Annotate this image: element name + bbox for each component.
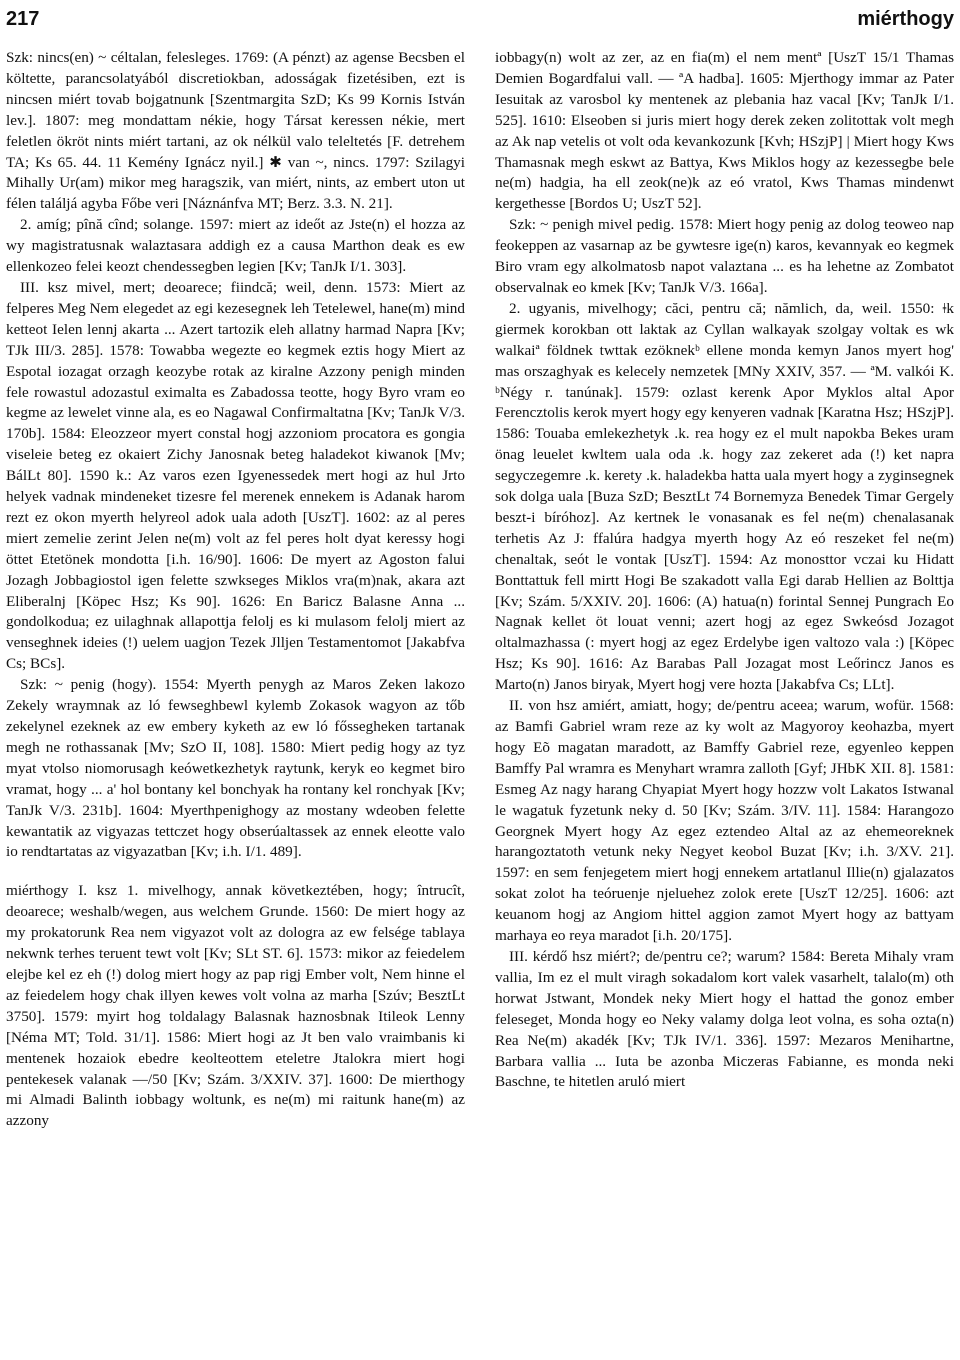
entry-paragraph: 2. amíg; pînă cînd; solange. 1597: miert az ideőt az Jste(n) el hozza az wy magistratusnak walaztasara addigh ez a causa Marthon deak es ew ellenkozeo felei keozt chendessegben legien [Kv; TanJk I/1. 303]. (6, 216, 465, 276)
entry-paragraph: Szk: ~ penig (hogy). 1554: Myerth penygh az Maros Zeken lakozo Zekely wraymnak az ló fewseghbewl kylemb Zokasok wagyon az tőb zekelynel ezeknek az ew embery kyketh az ew ló főssegheken tartanak megh ne rothassanak [Mv; SzO II, 108]. 1580: Miert pedig hogy az tyz myat vtolso niomorusagh keówetkezhetyk raytunk, keryk eo kegmet biro vramat, hogy ... a' hol bontany kel bonchyak ha rontany kel ronchyak [Kv; TanJk V/3. 231b]. 1604: Myerthpenighogy az mostany wdeoben felette kewantatik az vigyazas tettczet hogy obserúaltassek az ennek eleotte valo io rendtartatas az vigyazatban [Kv; i.h. I/1. 489]. (6, 676, 465, 861)
entry-paragraph: miérthogy I. ksz 1. mivelhogy, annak következtében, hogy; întrucît, deoarece; weshalb/wegen, aus welchem Grunde. 1560: De miert hogy az my prokatorunk Rea nem vigyazot volt az dologra az ew felsége tablaya nekwnk terhes teruent tewt volt [Kv; SLt ST. 6]. 1573: mikor az feiedelem elejbe kel ez eh (!) dolog miert hogy az pap rigj Ember volt, Nem hinne el az feiedelem hogy chak illyen kewes volt volna az marha [Szúv; BesztLt 3750]. 1579: myirt hog toldalagy Balasnak haznosbnak Itileok Lenny [Néma MT; Told. 31/1]. 1586: Miert hogi az Jt ben valo vraimbanis ki mentenek hozaiok ebedre keolteottem eteletre Jtalokra miert hogi pentekesek valanak —/50 [Kv; Szám. 3/XXIV. 37]. 1600: De mierthogy mi Almadi Balinth iobbagy woltunk, es ne(m) mi raitunk hane(m) az azzony (6, 882, 465, 1130)
page-header (6, 4, 954, 34)
entry-paragraph: 2. ugyanis, mivelhogy; căci, pentru că; nămlich, da, weil. 1550: ǂk giermek korokban ott laktak az Cyllan walkayak szolgay voltak es wk walkaiª földnek twttak ezöknekᵇ ellene monda kemyn Janos myert hog' mas orszaghyak es kelecely nemzetek [MNy XXIV, 357. — ªM. valkói K. ᵇNégy r. tanúnak]. 1579: ozlast kerenk Apor Myklos altal Apor Ferencztolis kerok myert hogy egy kenyeren vadnak [Karatna Hsz; HSzjP]. 1586: Touaba emlekezhetyk .k. rea hogy ez el mult napokba Bekes uram önag leuelet kwltem uala oda .k. hogy zaz zekeret ada (!) ket napra segyczegemre .k. kerety .k. haladekba hatta uala myert hogy a zyginsegnek sok dolga uala [Buza SzD; BesztLt 74 Bornemyza Benedek Timar Gergely beszt-i bíróhoz]. Az kertnek le vonasanak es fel ne(m) chenalasanak terhetis Az J: ffalúra hadgya myerth hogy Az eó reszeket fel ne(m) chenaltak, seót le vontak [UszT]. 1594: Az monosttor vczai ku Hidatt Bonttattuk fell mirtt Hogi Be szakadott valla Egi darab Hellien az Bolttja [Kv; Szám. 5/XXIV. 20]. 1606: (A) hatua(n) forintal Sennej Pungrach Eo Nagnak kellet öt louat venni; azert hogj az egez Swkeósd Jozagot oltalmazhassa (: myert hogj az egez Erdelybe igen valtozo vala :) [Köpec Hsz; Ks 90]. 1616: Az Barabas Pall Jozagat most Leőrincz Janos es Marto(n) Janos biryak, Myert hogj vere hozta [Jakabfva Cs; LLt]. (495, 299, 954, 694)
entry-paragraph: iobbagy(n) wolt az zer, az en fia(m) el nem mentª [UszT 15/1 Thamas Demien Bogardfalui vall. — ªA hadba]. 1605: Mjerthogy immar az Pater Iesuitak az varosbol ky mentenek az plebania haz vacal [Kv; TanJk I/1. 525]. 1610: Elseoben si juris miert hogy derek zeken zolitottak volt megh az Ak nap vetelis ot volt oda kevankozunk [Kvh; HSzjP] | Miert hogy Kws Thamasnak megh eskwt az Battya, Kws Miklos hogy az kezessegbe bele ne(m) hadgia, ha ell zeok(ne)k az eó vratol, Kws Thamas mindenwt kergethesse [Bordos U; UszT 52]. (495, 49, 954, 213)
page-number: 217 (6, 8, 40, 30)
running-headword: miérthogy (857, 8, 954, 30)
entry-paragraph: Szk: ~ penigh mivel pedig. 1578: Miert hogy penig az dolog teoweo nap feokeppen az vasarnap az be gywtesre ige(n) karos, kevannyak eo kegmek Biro vram egy alkolmatosb napot valaztana ... es ha lehetne az Zombatot observalnak eo kmek [Kv; TanJk V/3. 166a]. (495, 216, 954, 296)
entry-paragraph: Szk: nincs(en) ~ céltalan, felesleges. 1769: (A pénzt) az agense Becsben el költette, parancsolatyából discretiokban, adosságak fizetésiben, ezt is nincsen miért tovab bojgatnunk [Szentmargita SzD; Ks 99 Kornis István lev.]. 1807: meg mondattam nékie, hogy Társat keressen nékie, mert feletlen ökröt nints miért tartani, az ok nélkül valo teleltetés [F. detrehem TA; Ks 65. 44. 11 Kemény Ignácz nyil.] ✱ van ~, nincs. 1797: Szilagyi Mihally Ur(am) mikor meg haragszik, van miért, nints, az embert uton ut félen találjá agyba Főbe veri [Náznánfva MT; Berz. 3.3. N. 21]. (6, 49, 465, 213)
entry-paragraph: III. kérdő hsz miért?; de/pentru ce?; warum? 1584: Bereta Mihaly vram vallia, Im ez el mult viragh sokadalom kort valek vasarhelt, talalo(m) oth horwat Jstwant, Mondek neky Miert hogy el hattad the gonoz ember feleseget, Monda hogy eo Neky valamy dolga leot volna, es soha ozta(n) Rea Ne(m) akadék [Kv; TJk IV/1. 336]. 1597: Mezaros Menihartne, Barbara vallia ... Iuta be azonba Miczeras Fabianne, es monda neki Baschne, te hitetlen aruló miert (495, 947, 954, 1091)
entry-paragraph: III. ksz mivel, mert; deoarece; fiindcă; weil, denn. 1573: Miert az felperes Meg Nem elegedet az egi kezesegnek leh Tetelewel, hane(m) mind ketteot Ielen lennj akarta ... Azert tartozik eleh allatny harmad Napra [Kv; TJk III/3. 285]. 1578: Towabba wegezte eo kegmek eztis hogy Miert az Espotal iozagat orzagh keozybe rotak az kiralne Azzony penigh minden fele rowastul adozastul eximalta es Zabadossa teotte, hogy Byro vram eo kegme az lewelet vinne ala, es eo Nagawal Confirmaltatna [Kv; TanJk V/3. 170b]. 1584: Eleozzeor myert constal hogj azzoniom procatora es gongia viseleie beteg ez okaiert Zichy Janosnak beteg haladekot kiwanok [Mv; BálLt 80]. 1590 k.: Az varos ezen Igyenessedek mert hogi az hul Jrto helyek vadnak mindeneket tizesre fel merenek ennekem is Adanak harom rezt ez okon myerth helyreol adok uala adoth [UszT]. 1602: az al peres miert zemelie zerint Jelen ne(m) volt az fel peres holt dyat keressy hogi öttet Etetönek mondotta [i.h. 16/90]. 1606: De myert az Agoston falui Jozagh Jobbagiostol igen felette szwkseges Miklos vra(m)nak, akara azt Eliberalnj [Köpec Hsz; Ks 90]. 1626: En Baricz Balasne Anna ... gondolkodua; ez uilaghnak allapottja felolj es ki mulasom felolj miert az venseghnek ideies (!) uelem uagjon Tezek Jlljen Testamentomot [Jakabfva Cs; BCs]. (6, 278, 465, 673)
left-column (6, 48, 465, 1353)
entry-paragraph: II. von hsz amiért, amiatt, hogy; de/pentru aceea; warum, wofür. 1568: az Bamfi Gabriel wram reze az ky wolt az Magyoroy keohazba, myert hogy Eõ magatan maradott, az Bamffy Gabriel reze, egyenleo keppen Bamffy Pal wramra es Menyhart wramra zalloth [Gyf; JHbK XII. 8]. 1581: Esmeg Az nagy harang Chyapiat Myert hogy hozzw volt Lakatos Istwanal le wagatuk fyzetunk neky d. 50 [Kv; Szám. 3/IV. 11]. 1584: Harangozo Georgnek Myert hogy Az egez eztendeo Altal az az ehemeoreknek harangoztatoth vetunk neky Negyet keobol Buzat [Kv; i.h. 3/XV. 21]. 1597: en sem fenjegetem miert hogj ennekem artatlanul Illie(n) gjalazatos sokat zolot ha teóruenje njeluehez zolok erete [UszT 12/25]. 1606: azt keuanom hogj az Angiom hittel aggion zamot Myert hogy az battyam marhaya eo reya maradot [i.h. 20/175]. (495, 697, 954, 945)
right-column (495, 48, 954, 1353)
